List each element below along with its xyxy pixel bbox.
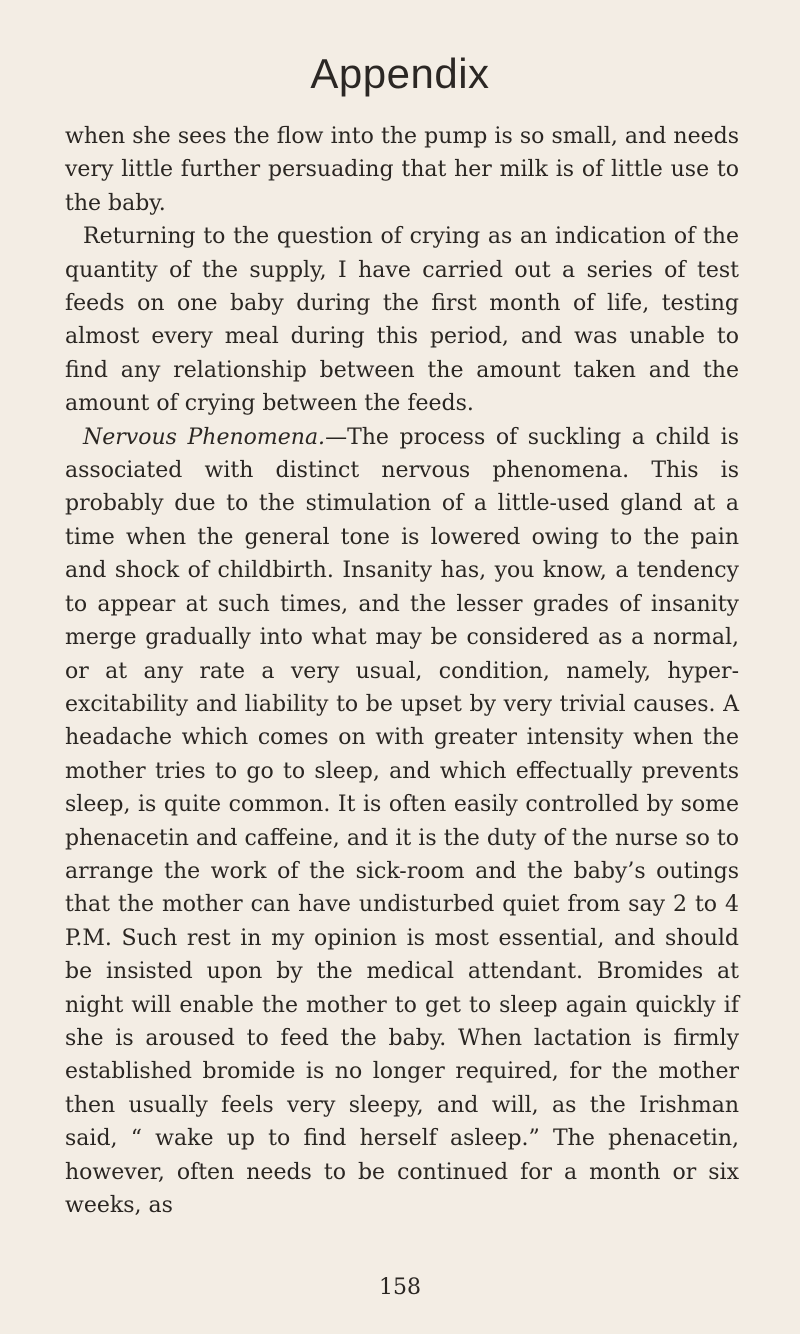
paragraph-1: when she sees the flow into the pump is so small, and needs very little further persuading that her milk is of little use to the baby. bbox=[65, 124, 739, 216]
body-text bbox=[65, 120, 739, 1222]
running-head: Appendix bbox=[310, 50, 490, 97]
paragraph-3 bbox=[65, 421, 739, 1223]
paragraph-2: Returning to the question of crying as an indication of the quantity of the supply, I have carried out a series of test feeds on one baby during the first month of life, testing almost every meal during this period, and was unable to find any relationship between the amount taken and the amount of crying between the feeds. bbox=[65, 224, 739, 417]
paragraph-3-text: —The process of suckling a child is associated with distinct nervous phenomena. This is probably due to the stimulation of a little-used gland at a time when the general tone is lowered owing to the pain and shock of childbirth. Insanity has, you know, a tendency to appear at such times, and the lesser grades of insanity merge gradually into what may be considered as a normal, or at any rate a very usual, condition, namely, hyper-excitability and liability to be upset by very trivial causes. A headache which comes on with greater intensity when the mother tries to go to sleep, and which effectually prevents sleep, is quite common. It is often easily controlled by some phenacetin and caffeine, and it is the duty of the nurse so to arrange the work of the sick-room and the baby’s outings that the mother can have undisturbed quiet from say 2 to 4 P.M. Such rest in my opinion is most essential, and should be insisted upon by the medical attendant. Bromides at night will enable the mother to get to sleep again quickly if she is aroused to feed the baby. When lactation is firmly established bromide is no longer required, for the mother then usually feels very sleepy, and will, as the Irishman said, “ wake up to find herself asleep.” The phenacetin, however, often needs to be continued for a month or six weeks, as bbox=[65, 424, 740, 1218]
page-number: 158 bbox=[379, 1275, 421, 1300]
section-lead-italic: Nervous Phenomena. bbox=[83, 424, 326, 450]
